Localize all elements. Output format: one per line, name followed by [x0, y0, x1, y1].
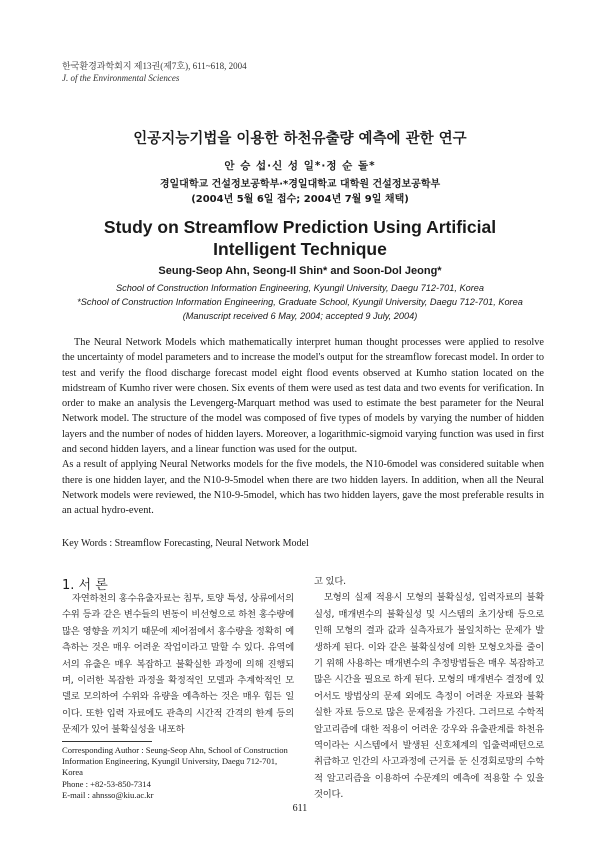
left-column-paragraph: 자연하천의 홍수유출자료는 침투, 토양 특성, 상류에서의 수위 등과 같은 변수들의 변동이 비선형으로 하천 홍수량에 많은 영향을 끼치기 때문에 제어점에서 홍수량을 정확히 예측하는 것은 매우 어려운 작업이라고 말할 수 있다. 유역에서의 유출은 매우 복잡하고 불확실한 과정에 의해 진행되며, 이러한 복잡한 과정을 확정적인 모델과 추계학적인 모델로 모의하여 수위와 유량을 예측하는 것은 매우 힘든 일이다. 또한 입력 자료에도 관측의 시간적 간격의 한계 등의 문제가 있어 불확실성을 내포하 [62, 593, 294, 736]
affiliation-english-2: *School of Construction Information Engineering, Graduate School, Kyungil University, Daegu 712-701, Korea [77, 297, 523, 307]
abstract-paragraph-2: As a result of applying Neural Networks models for the five models, the N10-6model was considered suitable when there is one hidden layer, and the N10-9-5model when there are two hidden layers. In addition, when all the Neural Network models were reviewed, the N10-9-5model, which has two hidden layers, gave the most preferable results in an actual hydro-event. [62, 459, 544, 517]
received-date-korean: (2004년 5월 6일 접수; 2004년 7월 9일 채택) [191, 194, 409, 205]
journal-name-en: J. of the Environmental Sciences [62, 73, 180, 83]
title-english-line-2: Intelligent Technique [213, 239, 387, 259]
footnote-corresponding-author: Corresponding Author : Seung-Seop Ahn, School of Construction Information Engineering, Kyungil University, Daegu 712-701, Korea [62, 745, 288, 778]
page-number: 611 [292, 803, 308, 814]
right-column-continuation: 고 있다. [314, 576, 346, 587]
footnote-divider [62, 741, 152, 742]
affiliation-english-1: School of Construction Information Engineering, Kyungil University, Daegu 712-701, Korea [115, 283, 485, 293]
footnote-email: E-mail : ahnsso@kiu.ac.kr [62, 789, 154, 800]
title-english-line-1: Study on Streamflow Prediction Using Artificial [103, 217, 497, 237]
right-column-paragraph: 모형의 실제 적용시 모형의 불확실성, 입력자료의 불확실성, 매개변수의 불확실성 및 시스템의 초기상태 등으로 인해 모형의 결과 값과 실측자료가 불일치하는 문제가 발생하게 된다. 이와 같은 불확실성에 의한 모형오차를 줄이기 위해 사용하는 매개변수의 추정방법들은 매우 복잡하고 많은 시간을 필요로 하게 된다. 모형의 매개변수 결정에 있어서도 방법상의 문제 외에도 측정이 어려운 자료와 불확실한 자료 등으로 많은 문제점을 가진다. 그러므로 수학적 알고리즘에 대한 적용이 어려운 강우와 유출관계를 하천유역이라는 시스템에서 발생된 신호체계의 입출력패턴으로 취급하고 인간의 사고과정에 근거를 둔 신경회로망의 수학적 알고리즘을 이용하여 수문계의 예측에 적용할 수 있을 것이다. [314, 592, 544, 801]
footnote [62, 745, 294, 801]
journal-header [62, 60, 247, 84]
authors-korean: 안 승 섭·신 성 일*·정 순 돌* [224, 160, 376, 172]
right-column [314, 574, 544, 804]
footnote-phone: Phone : +82-53-850-7314 [62, 778, 151, 789]
manuscript-dates: (Manuscript received 6 May, 2004; accepted 9 July, 2004) [182, 311, 418, 321]
abstract-paragraph-1: The Neural Network Models which mathematically interpret human thought processes were applied to resolve the uncertainty of model parameters and to increase the model's output for the streamflow forecast model. In order to test and verify the flood discharge forecast model eight flood events observed at Kumho station located on the midstream of Kumho river were chosen. Six events of them were used as test data and two events for verification. In order to make an analysis the Levengerg-Marquart method was used to estimate the best parameter for the Neural Network model. The structure of the model was composed of five types of models by varying the number of hidden layers and the number of nodes of hidden layers. Moreover, a logarithmic-sigmoid varying function was used in first and second hidden layers, and a linear function was used for the output. [62, 337, 544, 456]
affiliation-korean: 경일대학교 건설정보공학부·*경일대학교 대학원 건설정보공학부 [159, 179, 441, 190]
journal-citation-ko: 한국환경과학회지 제13권(제7호), 611~618, 2004 [62, 61, 247, 71]
section-title-introduction: 1. 서 론 [62, 578, 108, 593]
title-english [0, 216, 600, 260]
authors-english: Seung-Seop Ahn, Seong-Il Shin* and Soon-Dol Jeong* [158, 265, 442, 277]
left-column [62, 591, 294, 739]
title-korean: 인공지능기법을 이용한 하천유출량 예측에 관한 연구 [133, 131, 467, 147]
keywords: Key Words : Streamflow Forecasting, Neural Network Model [62, 538, 309, 549]
abstract [62, 335, 544, 519]
